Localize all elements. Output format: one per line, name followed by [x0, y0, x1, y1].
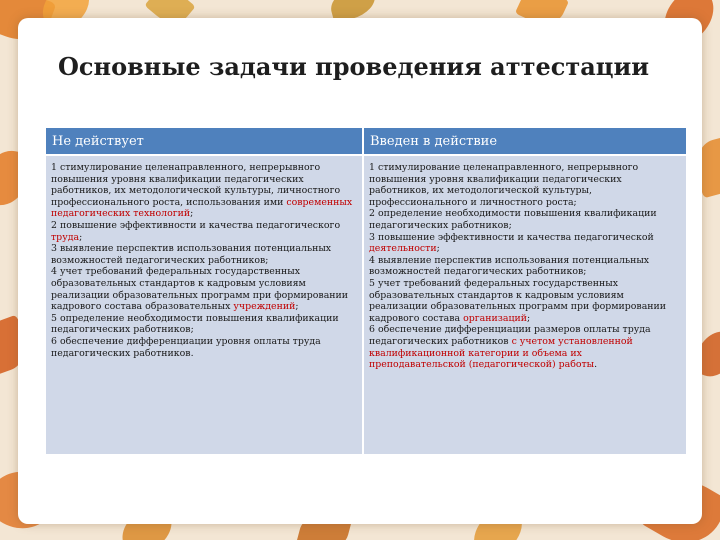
list-item: 1 стимулирование целенаправленного, непрерывного повышения уровня квалификации педагогических работников, их методологической культуры, личностного профессионального роста, использования ими современных педагогических технологий; [51, 162, 353, 220]
list-item: 3 выявление перспектив использования потенциальных возможностей педагогических работников; [51, 243, 332, 266]
header-not-in-force: Не действует [45, 127, 363, 155]
list-item: 6 обеспечение дифференциации уровня оплаты труда педагогических работников. [51, 335, 321, 359]
in-force-cell [363, 155, 687, 455]
not-in-force-cell [45, 155, 363, 455]
slide-title: Основные задачи проведения аттестации [58, 52, 650, 81]
comparison-table [44, 126, 688, 456]
list-item: 4 выявление перспектив использования потенциальных возможностей педагогических работников; [369, 254, 650, 278]
header-in-force: Введен в действие [363, 127, 687, 155]
list-item: 5 определение необходимости повышения квалификации педагогических работников; [51, 312, 339, 336]
list-item: 6 обеспечение дифференциации размеров оплаты труда педагогических работников с учетом установленной квалификационной категории и объема их преподавательской (педагогической) работы. [369, 324, 651, 371]
table-row [45, 155, 687, 455]
table-header-row [45, 127, 687, 155]
list-item: 4 учет требований федеральных государственных образовательных стандартов к кадровым условиям реализации образовательных программ при формировании кадрового состава образовательных учреждений; [51, 266, 349, 313]
list-item: 1 стимулирование целенаправленного, непрерывного повышения уровня квалификации педагогических работников, их методологической культуры, профессионального и личностного роста; [369, 162, 639, 208]
list-item: 5 учет требований федеральных государственных образовательных стандартов к кадровым условиям реализации образовательных программ при формировании кадрового состава организаций; [369, 277, 667, 324]
list-item: 2 определение необходимости повышения квалификации педагогических работников; [369, 208, 657, 231]
list-item: 3 повышение эффективности и качества педагогической деятельности; [369, 231, 654, 255]
list-item: 2 повышение эффективности и качества педагогического труда; [51, 219, 341, 243]
